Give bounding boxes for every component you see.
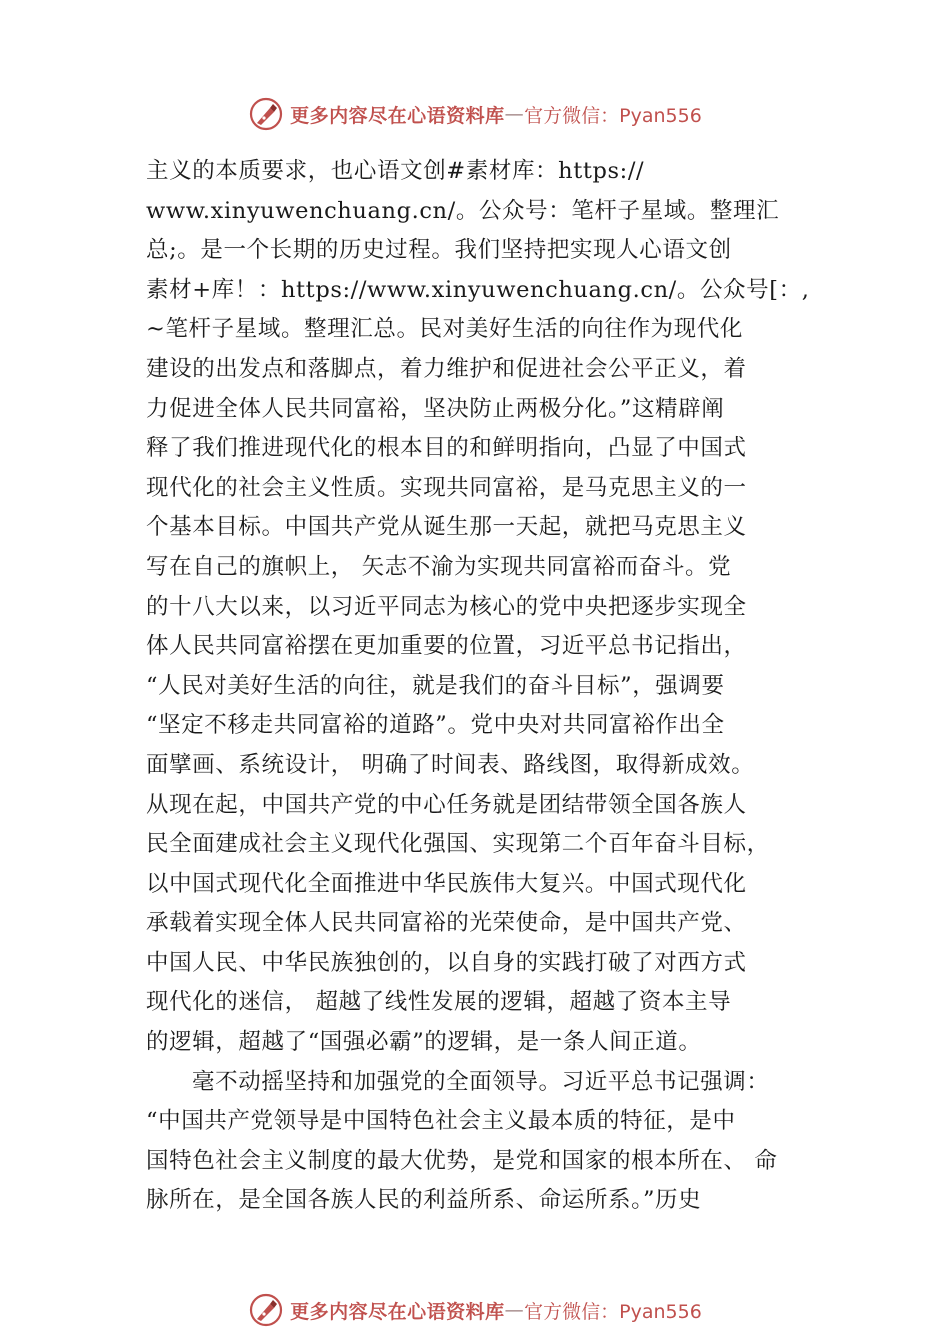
text-line: 民全面建成社会主义现代化强国、实现第二个百年奋斗目标， [146, 831, 770, 858]
text-line: 力促进全体人民共同富裕，坚决防止两极分化。”这精辟阐 [146, 395, 725, 422]
text-line: 现代化的社会主义性质。实现共同富裕，是马克思主义的一 [146, 474, 747, 501]
text-line: 承载着实现全体人民共同富裕的光荣使命，是中国共产党、 [146, 910, 747, 937]
text-line: 写在自己的旗帜上， 矢志不渝为实现共同富裕而奋斗。党 [146, 553, 732, 580]
text-line: “中国共产党领导是中国特色社会主义最本质的特征，是中 [146, 1108, 736, 1135]
text-line: 脉所在，是全国各族人民的利益所系、命运所系。”历史 [146, 1187, 702, 1214]
pen-nib-logo-icon [248, 96, 284, 132]
text-line: 个基本目标。中国共产党从诞生那一天起，就把马克思主义 [146, 514, 747, 541]
text-line: 释了我们推进现代化的根本目的和鲜明指向，凸显了中国式 [146, 435, 747, 462]
header-banner-wechat: 官方微信：Pyan556 [524, 104, 702, 127]
text-line: 总;。是一个长期的历史过程。我们坚持把实现人心语文创 [146, 237, 732, 264]
text-line: 素材+库！：https://www.xinyuwenchuang.cn/。公众号[：, [146, 276, 810, 303]
text-line: 建设的出发点和落脚点，着力维护和促进社会公平正义，着 [146, 355, 747, 382]
text-line: 体人民共同富裕摆在更加重要的位置，习近平总书记指出， [146, 633, 747, 660]
footer-banner-title: 更多内容尽在心语资料库 [290, 1300, 505, 1323]
pen-nib-logo-icon [248, 1292, 284, 1328]
text-line: 的逻辑，超越了“国强必霸”的逻辑，是一条人间正道。 [146, 1029, 702, 1056]
header-banner-title: 更多内容尽在心语资料库 [290, 104, 505, 127]
header-banner [0, 92, 950, 136]
paragraph-start-line: 毫不动摇坚持和加强党的全面领导。习近平总书记强调： [192, 1068, 770, 1095]
text-line: 以中国式现代化全面推进中华民族伟大复兴。中国式现代化 [146, 870, 747, 897]
footer-banner [0, 1288, 950, 1332]
text-line: 的十八大以来，以习近平同志为核心的党中央把逐步实现全 [146, 593, 747, 620]
text-line: 从现在起，中国共产党的中心任务就是团结带领全国各族人 [146, 791, 747, 818]
text-line: 国特色社会主义制度的最大优势，是党和国家的根本所在、 命 [146, 1147, 778, 1174]
text-line: www.xinyuwenchuang.cn/。公众号：笔杆子星域。整理汇 [146, 197, 780, 224]
text-line: 主义的本质要求，也心语文创#素材库：https:// [146, 158, 645, 184]
text-line: “人民对美好生活的向往，就是我们的奋斗目标”，强调要 [146, 672, 725, 699]
text-line: 面擘画、系统设计， 明确了时间表、路线图，取得新成效。 [146, 751, 755, 778]
footer-banner-dash: — [504, 1299, 525, 1321]
header-banner-dash: — [504, 103, 525, 125]
text-line: 中国人民、中华民族独创的，以自身的实践打破了对西方式 [146, 949, 747, 976]
text-line: ~笔杆子星域。整理汇总。民对美好生活的向往作为现代化 [146, 316, 743, 343]
text-line: “坚定不移走共同富裕的道路”。党中央对共同富裕作出全 [146, 712, 725, 739]
text-line: 现代化的迷信， 超越了线性发展的逻辑，超越了资本主导 [146, 989, 732, 1016]
document-body [146, 152, 822, 1221]
footer-banner-wechat: 官方微信：Pyan556 [524, 1300, 702, 1323]
